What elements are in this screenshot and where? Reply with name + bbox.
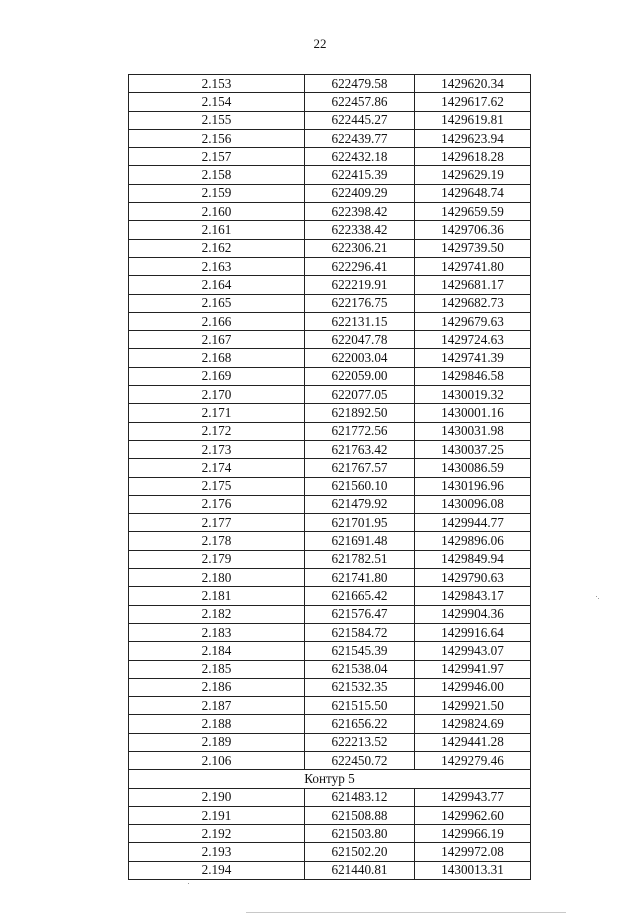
point-number-cell: 2.187 (129, 697, 305, 715)
coordinates-table-body (129, 75, 531, 880)
y-coordinate-cell: 1429706.36 (415, 221, 531, 239)
coordinates-table (128, 74, 531, 880)
x-coordinate-cell: 621502.20 (305, 843, 415, 861)
point-number-cell: 2.164 (129, 276, 305, 294)
point-number-cell: 2.176 (129, 495, 305, 513)
table-row (129, 184, 531, 202)
table-row (129, 203, 531, 221)
point-number-cell: 2.185 (129, 660, 305, 678)
scan-speck (596, 596, 597, 597)
x-coordinate-cell: 621479.92 (305, 495, 415, 513)
x-coordinate-cell: 621701.95 (305, 514, 415, 532)
table-row (129, 294, 531, 312)
y-coordinate-cell: 1429724.63 (415, 331, 531, 349)
table-row (129, 843, 531, 861)
x-coordinate-cell: 621545.39 (305, 642, 415, 660)
y-coordinate-cell: 1429941.97 (415, 660, 531, 678)
x-coordinate-cell: 622077.05 (305, 386, 415, 404)
y-coordinate-cell: 1429849.94 (415, 550, 531, 568)
table-row (129, 587, 531, 605)
point-number-cell: 2.166 (129, 312, 305, 330)
y-coordinate-cell: 1429659.59 (415, 203, 531, 221)
point-number-cell: 2.158 (129, 166, 305, 184)
y-coordinate-cell: 1429846.58 (415, 367, 531, 385)
x-coordinate-cell: 622450.72 (305, 751, 415, 769)
point-number-cell: 2.181 (129, 587, 305, 605)
x-coordinate-cell: 622219.91 (305, 276, 415, 294)
x-coordinate-cell: 621584.72 (305, 623, 415, 641)
table-row (129, 861, 531, 879)
point-number-cell: 2.173 (129, 440, 305, 458)
table-row (129, 642, 531, 660)
point-number-cell: 2.191 (129, 806, 305, 824)
x-coordinate-cell: 622445.27 (305, 111, 415, 129)
x-coordinate-cell: 621782.51 (305, 550, 415, 568)
table-row (129, 75, 531, 93)
table-row (129, 349, 531, 367)
y-coordinate-cell: 1429629.19 (415, 166, 531, 184)
table-row (129, 678, 531, 696)
table-row (129, 440, 531, 458)
point-number-cell: 2.160 (129, 203, 305, 221)
x-coordinate-cell: 622415.39 (305, 166, 415, 184)
table-row (129, 312, 531, 330)
x-coordinate-cell: 621503.80 (305, 825, 415, 843)
scan-edge-line (246, 912, 566, 913)
table-row (129, 459, 531, 477)
table-row (129, 129, 531, 147)
point-number-cell: 2.172 (129, 422, 305, 440)
point-number-cell: 2.157 (129, 148, 305, 166)
table-row (129, 221, 531, 239)
y-coordinate-cell: 1429943.77 (415, 788, 531, 806)
point-number-cell: 2.154 (129, 93, 305, 111)
y-coordinate-cell: 1430086.59 (415, 459, 531, 477)
point-number-cell: 2.194 (129, 861, 305, 879)
point-number-cell: 2.175 (129, 477, 305, 495)
point-number-cell: 2.169 (129, 367, 305, 385)
y-coordinate-cell: 1429619.81 (415, 111, 531, 129)
x-coordinate-cell: 621656.22 (305, 715, 415, 733)
x-coordinate-cell: 622047.78 (305, 331, 415, 349)
table-row (129, 660, 531, 678)
x-coordinate-cell: 621741.80 (305, 569, 415, 587)
table-row (129, 514, 531, 532)
x-coordinate-cell: 622409.29 (305, 184, 415, 202)
point-number-cell: 2.188 (129, 715, 305, 733)
table-row (129, 386, 531, 404)
x-coordinate-cell: 621665.42 (305, 587, 415, 605)
point-number-cell: 2.162 (129, 239, 305, 257)
table-row (129, 751, 531, 769)
y-coordinate-cell: 1429966.19 (415, 825, 531, 843)
point-number-cell: 2.180 (129, 569, 305, 587)
y-coordinate-cell: 1429679.63 (415, 312, 531, 330)
table-row (129, 477, 531, 495)
x-coordinate-cell: 621691.48 (305, 532, 415, 550)
x-coordinate-cell: 621560.10 (305, 477, 415, 495)
point-number-cell: 2.189 (129, 733, 305, 751)
x-coordinate-cell: 622306.21 (305, 239, 415, 257)
page-number: 22 (313, 36, 327, 51)
y-coordinate-cell: 1429681.17 (415, 276, 531, 294)
point-number-cell: 2.167 (129, 331, 305, 349)
y-coordinate-cell: 1429944.77 (415, 514, 531, 532)
x-coordinate-cell: 622059.00 (305, 367, 415, 385)
x-coordinate-cell: 621508.88 (305, 806, 415, 824)
x-coordinate-cell: 622398.42 (305, 203, 415, 221)
y-coordinate-cell: 1429618.28 (415, 148, 531, 166)
table-row (129, 569, 531, 587)
table-row (129, 404, 531, 422)
y-coordinate-cell: 1429620.34 (415, 75, 531, 93)
y-coordinate-cell: 1429896.06 (415, 532, 531, 550)
x-coordinate-cell: 621772.56 (305, 422, 415, 440)
table-row (129, 111, 531, 129)
point-number-cell: 2.163 (129, 257, 305, 275)
table-row (129, 550, 531, 568)
point-number-cell: 2.177 (129, 514, 305, 532)
section-label: Контур 5 (129, 770, 531, 788)
y-coordinate-cell: 1429682.73 (415, 294, 531, 312)
x-coordinate-cell: 622479.58 (305, 75, 415, 93)
y-coordinate-cell: 1430196.96 (415, 477, 531, 495)
y-coordinate-cell: 1429623.94 (415, 129, 531, 147)
table-row (129, 276, 531, 294)
table-row (129, 733, 531, 751)
point-number-cell: 2.174 (129, 459, 305, 477)
section-header-row (129, 770, 531, 788)
y-coordinate-cell: 1429972.08 (415, 843, 531, 861)
x-coordinate-cell: 621576.47 (305, 605, 415, 623)
y-coordinate-cell: 1429617.62 (415, 93, 531, 111)
x-coordinate-cell: 621483.12 (305, 788, 415, 806)
x-coordinate-cell: 621892.50 (305, 404, 415, 422)
table-row (129, 806, 531, 824)
x-coordinate-cell: 621763.42 (305, 440, 415, 458)
x-coordinate-cell: 622439.77 (305, 129, 415, 147)
table-row (129, 697, 531, 715)
point-number-cell: 2.156 (129, 129, 305, 147)
y-coordinate-cell: 1429962.60 (415, 806, 531, 824)
scan-speck (598, 598, 599, 599)
table-row (129, 257, 531, 275)
point-number-cell: 2.155 (129, 111, 305, 129)
point-number-cell: 2.193 (129, 843, 305, 861)
point-number-cell: 2.192 (129, 825, 305, 843)
y-coordinate-cell: 1429790.63 (415, 569, 531, 587)
table-row (129, 367, 531, 385)
table-row (129, 148, 531, 166)
y-coordinate-cell: 1429279.46 (415, 751, 531, 769)
point-number-cell: 2.178 (129, 532, 305, 550)
table-row (129, 93, 531, 111)
point-number-cell: 2.170 (129, 386, 305, 404)
table-row (129, 788, 531, 806)
y-coordinate-cell: 1429648.74 (415, 184, 531, 202)
y-coordinate-cell: 1430019.32 (415, 386, 531, 404)
y-coordinate-cell: 1430031.98 (415, 422, 531, 440)
table-row (129, 331, 531, 349)
y-coordinate-cell: 1429741.39 (415, 349, 531, 367)
table-row (129, 825, 531, 843)
point-number-cell: 2.153 (129, 75, 305, 93)
point-number-cell: 2.168 (129, 349, 305, 367)
x-coordinate-cell: 622213.52 (305, 733, 415, 751)
y-coordinate-cell: 1429441.28 (415, 733, 531, 751)
x-coordinate-cell: 621515.50 (305, 697, 415, 715)
y-coordinate-cell: 1429916.64 (415, 623, 531, 641)
table-row (129, 715, 531, 733)
table-row (129, 495, 531, 513)
point-number-cell: 2.183 (129, 623, 305, 641)
table-row (129, 422, 531, 440)
point-number-cell: 2.179 (129, 550, 305, 568)
point-number-cell: 2.171 (129, 404, 305, 422)
x-coordinate-cell: 622432.18 (305, 148, 415, 166)
y-coordinate-cell: 1429739.50 (415, 239, 531, 257)
table-row (129, 623, 531, 641)
y-coordinate-cell: 1429946.00 (415, 678, 531, 696)
y-coordinate-cell: 1430013.31 (415, 861, 531, 879)
x-coordinate-cell: 621532.35 (305, 678, 415, 696)
x-coordinate-cell: 622338.42 (305, 221, 415, 239)
point-number-cell: 2.165 (129, 294, 305, 312)
table-row (129, 605, 531, 623)
x-coordinate-cell: 622176.75 (305, 294, 415, 312)
scan-speck (188, 883, 189, 884)
y-coordinate-cell: 1430037.25 (415, 440, 531, 458)
x-coordinate-cell: 621440.81 (305, 861, 415, 879)
x-coordinate-cell: 622131.15 (305, 312, 415, 330)
y-coordinate-cell: 1429904.36 (415, 605, 531, 623)
point-number-cell: 2.184 (129, 642, 305, 660)
y-coordinate-cell: 1429843.17 (415, 587, 531, 605)
y-coordinate-cell: 1429921.50 (415, 697, 531, 715)
point-number-cell: 2.190 (129, 788, 305, 806)
x-coordinate-cell: 622296.41 (305, 257, 415, 275)
y-coordinate-cell: 1429824.69 (415, 715, 531, 733)
y-coordinate-cell: 1429741.80 (415, 257, 531, 275)
point-number-cell: 2.159 (129, 184, 305, 202)
x-coordinate-cell: 622003.04 (305, 349, 415, 367)
table-row (129, 239, 531, 257)
x-coordinate-cell: 621767.57 (305, 459, 415, 477)
point-number-cell: 2.161 (129, 221, 305, 239)
x-coordinate-cell: 622457.86 (305, 93, 415, 111)
x-coordinate-cell: 621538.04 (305, 660, 415, 678)
point-number-cell: 2.182 (129, 605, 305, 623)
point-number-cell: 2.106 (129, 751, 305, 769)
y-coordinate-cell: 1429943.07 (415, 642, 531, 660)
point-number-cell: 2.186 (129, 678, 305, 696)
table-row (129, 532, 531, 550)
table-row (129, 166, 531, 184)
y-coordinate-cell: 1430096.08 (415, 495, 531, 513)
y-coordinate-cell: 1430001.16 (415, 404, 531, 422)
